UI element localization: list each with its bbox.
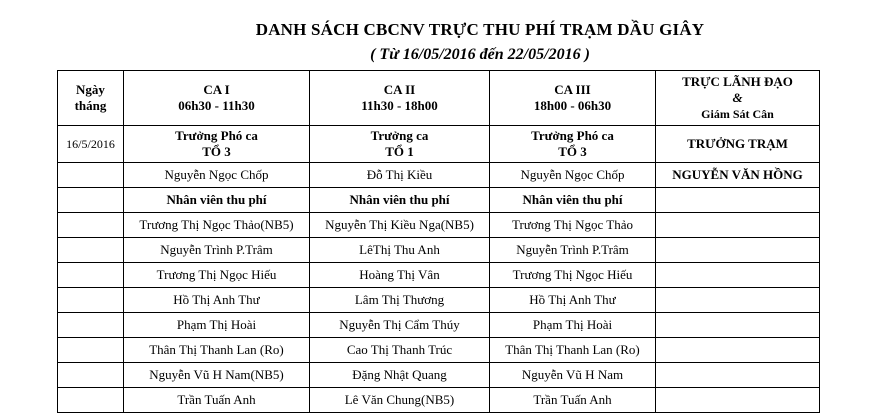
shift-2-name: CA II (383, 82, 416, 97)
shift-3-staff-heading: Nhân viên thu phí (490, 188, 656, 213)
lead-cell-empty (656, 213, 820, 238)
lead-cell-empty (656, 363, 820, 388)
table-row (58, 388, 820, 413)
shift-3-staff: Nguyễn Vũ H Nam (490, 363, 656, 388)
shift-3-staff: Nguyễn Trình P.Trâm (490, 238, 656, 263)
shift-2-staff: Nguyễn Thị Cẩm Thúy (310, 313, 490, 338)
shift-2-staff-heading: Nhân viên thu phí (310, 188, 490, 213)
date-cell-empty (58, 363, 124, 388)
date-cell-empty (58, 338, 124, 363)
shift-3-leader: Nguyễn Ngọc Chốp (490, 163, 656, 188)
shift-3-header (490, 71, 656, 126)
date-cell-empty (58, 238, 124, 263)
lead-cell-empty (656, 188, 820, 213)
header-row (58, 71, 820, 126)
date-header-line1: Ngày (76, 82, 105, 97)
duty-roster-table (57, 70, 820, 413)
shift-2-team: TỔ 1 (385, 144, 414, 159)
shift-3-lead-cell (490, 126, 656, 163)
shift-3-staff: Hồ Thị Anh Thư (490, 288, 656, 313)
shift-2-staff: Lâm Thị Thương (310, 288, 490, 313)
shift-1-name: CA I (203, 82, 230, 97)
shift-1-time: 06h30 - 11h30 (178, 98, 255, 113)
shift-1-leader: Nguyễn Ngọc Chốp (124, 163, 310, 188)
shift-3-staff: Thân Thị Thanh Lan (Ro) (490, 338, 656, 363)
shift-1-lead-role: Trưởng Phó ca (175, 128, 258, 143)
shift-2-lead-cell (310, 126, 490, 163)
shift-2-staff: Hoàng Thị Vân (310, 263, 490, 288)
date-header-line2: tháng (74, 98, 107, 113)
lead-column-header (656, 71, 820, 126)
lead-cell-empty (656, 238, 820, 263)
shift-3-staff: Trần Tuấn Anh (490, 388, 656, 413)
lead-cell-empty (656, 263, 820, 288)
shift-3-lead-role: Trưởng Phó ca (531, 128, 614, 143)
shift-1-staff: Hồ Thị Anh Thư (124, 288, 310, 313)
shift-1-staff: Thân Thị Thanh Lan (Ro) (124, 338, 310, 363)
lead-role-cell: TRƯỞNG TRẠM (656, 126, 820, 163)
shift-2-header (310, 71, 490, 126)
document-title: DANH SÁCH CBCNV TRỰC THU PHÍ TRẠM DẦU GIÂY (255, 20, 705, 39)
shift-3-staff: Phạm Thị Hoài (490, 313, 656, 338)
table-row (58, 363, 820, 388)
date-cell-empty (58, 388, 124, 413)
lead-cell-empty (656, 338, 820, 363)
shift-3-name: CA III (554, 82, 591, 97)
table-row (58, 288, 820, 313)
date-column-header (58, 71, 124, 126)
shift-1-staff: Phạm Thị Hoài (124, 313, 310, 338)
shift-2-staff: Đặng Nhật Quang (310, 363, 490, 388)
shift-2-staff: Nguyễn Thị Kiều Nga(NB5) (310, 213, 490, 238)
table-row (58, 313, 820, 338)
lead-header-line3: Giám Sát Cân (701, 107, 774, 121)
table-row (58, 213, 820, 238)
shift-2-lead-role: Trưởng ca (370, 128, 429, 143)
date-cell-empty (58, 213, 124, 238)
date-cell-empty (58, 163, 124, 188)
date-cell: 16/5/2016 (58, 126, 124, 163)
shift-1-staff: Nguyễn Trình P.Trâm (124, 238, 310, 263)
lead-header-line1: TRỰC LÃNH ĐẠO (682, 74, 793, 89)
shift-2-time: 11h30 - 18h00 (361, 98, 438, 113)
shift-3-team: TỔ 3 (558, 144, 587, 159)
shift-2-staff: Lê Văn Chung(NB5) (310, 388, 490, 413)
lead-header-line2: & (732, 90, 743, 105)
table-row (58, 238, 820, 263)
date-cell-empty (58, 288, 124, 313)
shift-3-time: 18h00 - 06h30 (533, 98, 612, 113)
lead-cell-empty (656, 288, 820, 313)
shift-3-staff: Trương Thị Ngọc Hiếu (490, 263, 656, 288)
shift-1-lead-cell (124, 126, 310, 163)
shift-1-staff: Trương Thị Ngọc Thảo(NB5) (124, 213, 310, 238)
shift-1-header (124, 71, 310, 126)
shift-lead-row (58, 126, 820, 163)
shift-1-staff: Nguyễn Vũ H Nam(NB5) (124, 363, 310, 388)
shift-1-staff: Trương Thị Ngọc Hiếu (124, 263, 310, 288)
date-cell-empty (58, 188, 124, 213)
document-subtitle: ( Từ 16/05/2016 đến 22/05/2016 ) (370, 46, 590, 63)
shift-1-staff-heading: Nhân viên thu phí (124, 188, 310, 213)
shift-2-staff: Cao Thị Thanh Trúc (310, 338, 490, 363)
lead-cell-empty (656, 313, 820, 338)
staff-heading-row (58, 188, 820, 213)
shift-1-staff: Trần Tuấn Anh (124, 388, 310, 413)
shift-2-leader: Đỗ Thị Kiều (310, 163, 490, 188)
leader-names-row (58, 163, 820, 188)
date-cell-empty (58, 263, 124, 288)
date-cell-empty (58, 313, 124, 338)
table-row (58, 263, 820, 288)
lead-name-cell: NGUYỄN VĂN HỒNG (656, 163, 820, 188)
table-row (58, 338, 820, 363)
shift-1-team: TỔ 3 (202, 144, 231, 159)
lead-cell-empty (656, 388, 820, 413)
shift-2-staff: LêThị Thu Anh (310, 238, 490, 263)
shift-3-staff: Trương Thị Ngọc Thảo (490, 213, 656, 238)
